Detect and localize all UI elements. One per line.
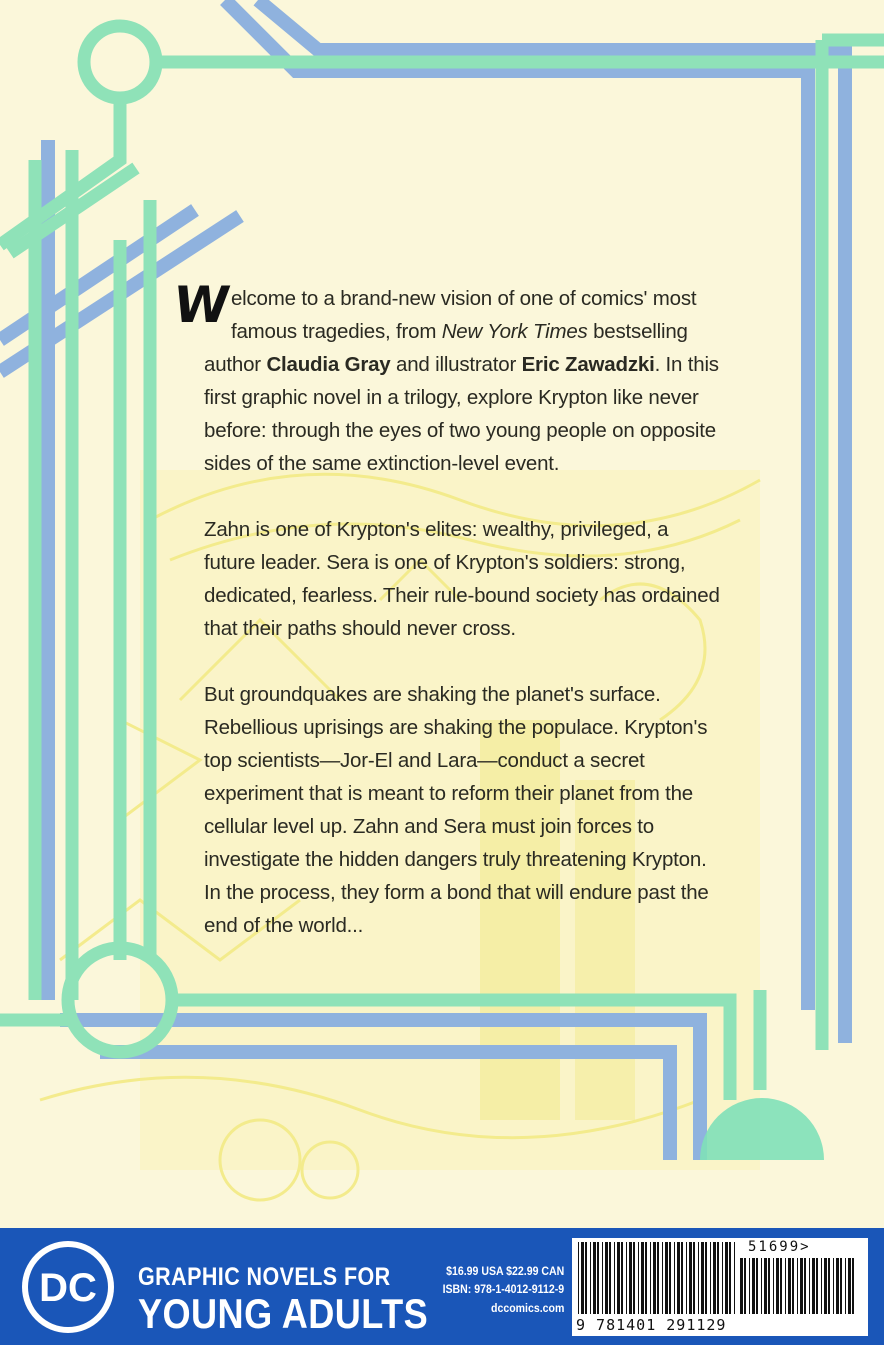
barcode-bar xyxy=(657,1242,659,1314)
barcode-bar xyxy=(710,1242,711,1314)
barcode-bar xyxy=(821,1258,822,1314)
barcode-addon-bars xyxy=(740,1258,858,1314)
isbn-text: ISBN: 978-1-4012-9112-9 xyxy=(442,1282,564,1296)
barcode-bar xyxy=(734,1242,735,1314)
publisher-footer xyxy=(0,1228,884,1345)
barcode-bar xyxy=(828,1258,830,1314)
barcode-bar xyxy=(705,1242,707,1314)
barcode-bar xyxy=(581,1242,584,1314)
barcode-bar xyxy=(816,1258,818,1314)
barcode-bar xyxy=(701,1242,704,1314)
blurb-paragraph-3: But groundquakes are shaking the planet's surface. Rebellious uprisings are shaking the populace. Krypton's top scientists—Jor-El and Lara—conduct a secret experiment that is meant to reform their planet from the cellular level up. Zahn and Sera must join forces to investigate the hidden dangers truly threatening Krypton. In the process, they form a bond that will endure past the end of the world... xyxy=(204,683,709,937)
barcode-bar xyxy=(578,1242,579,1314)
barcode-bar xyxy=(824,1258,827,1314)
barcode-bar xyxy=(650,1242,651,1314)
barcode-bar xyxy=(804,1258,806,1314)
barcode-bar xyxy=(669,1242,671,1314)
barcode-bar xyxy=(662,1242,663,1314)
barcode-bar xyxy=(797,1258,798,1314)
barcode-bar xyxy=(593,1242,596,1314)
website-text: dccomics.com xyxy=(490,1301,564,1315)
barcode-bar xyxy=(812,1258,815,1314)
barcode-bar xyxy=(641,1242,644,1314)
barcode-bar xyxy=(609,1242,611,1314)
price-text: $16.99 USA $22.99 CAN xyxy=(445,1264,564,1278)
barcode-bar xyxy=(776,1258,779,1314)
barcode-bar xyxy=(833,1258,834,1314)
blurb-paragraph-1: W elcome to a brand-new vision of one of comics' most famous tragedies, from New York Times bestselling author Claudia Gray and illustrator Eric Zawadzki. In this first graphic novel in a trilogy, explore Krypton like never before: through the eyes of two young people on opposite sides of the same extinction-level event. xyxy=(169,276,719,475)
barcode-bar xyxy=(756,1258,758,1314)
barcode-bar xyxy=(614,1242,615,1314)
barcode-bar xyxy=(840,1258,842,1314)
barcode-bar xyxy=(725,1242,728,1314)
barcode-bar xyxy=(617,1242,620,1314)
blurb-text xyxy=(169,276,724,975)
dc-logo-icon xyxy=(20,1239,116,1335)
barcode-bar xyxy=(752,1258,755,1314)
barcode xyxy=(572,1238,868,1336)
barcode-bar xyxy=(638,1242,639,1314)
barcode-bar xyxy=(693,1242,695,1314)
barcode-bar xyxy=(621,1242,623,1314)
barcode-bar xyxy=(848,1258,851,1314)
barcode-bar xyxy=(722,1242,723,1314)
barcode-bar xyxy=(605,1242,608,1314)
barcode-bar xyxy=(602,1242,603,1314)
barcode-bar xyxy=(744,1258,746,1314)
illustrator-name: Eric Zawadzki xyxy=(521,353,655,376)
barcode-number: 9 781401 291129 xyxy=(576,1316,727,1334)
barcode-bar xyxy=(764,1258,767,1314)
barcode-bar xyxy=(686,1242,687,1314)
barcode-bar xyxy=(761,1258,762,1314)
barcode-bar xyxy=(785,1258,786,1314)
svg-text:DC: DC xyxy=(39,1266,97,1310)
barcode-bar xyxy=(749,1258,750,1314)
barcode-bar xyxy=(768,1258,770,1314)
barcode-bar xyxy=(729,1242,731,1314)
imprint-line-1: GRAPHIC NOVELS FOR xyxy=(138,1263,391,1291)
barcode-bar xyxy=(689,1242,692,1314)
author-name: Claudia Gray xyxy=(266,353,391,376)
drop-cap: W xyxy=(169,276,234,334)
barcode-bar xyxy=(836,1258,839,1314)
barcode-bar xyxy=(590,1242,591,1314)
barcode-bar xyxy=(780,1258,782,1314)
imprint-line-2: YOUNG ADULTS xyxy=(138,1290,429,1337)
barcode-bar xyxy=(845,1258,846,1314)
barcode-bar xyxy=(677,1242,680,1314)
barcode-bar xyxy=(698,1242,699,1314)
blurb-paragraph-2: Zahn is one of Krypton's elites: wealthy, privileged, a future leader. Sera is one of Krypton's soldiers: strong, dedicated, fearless. Their rule-bound society has ordained that their paths should never cross. xyxy=(204,518,720,640)
barcode-bar xyxy=(809,1258,810,1314)
barcode-bar xyxy=(665,1242,668,1314)
barcode-bar xyxy=(645,1242,647,1314)
barcode-bar xyxy=(792,1258,794,1314)
barcode-bars xyxy=(578,1242,738,1314)
barcode-bar xyxy=(633,1242,635,1314)
barcode-addon-number: 51699> xyxy=(748,1239,811,1255)
barcode-bar xyxy=(717,1242,719,1314)
barcode-bar xyxy=(585,1242,587,1314)
barcode-bar xyxy=(713,1242,716,1314)
barcode-bar xyxy=(773,1258,774,1314)
publication-name: New York Times xyxy=(441,320,588,343)
barcode-bar xyxy=(597,1242,599,1314)
barcode-bar xyxy=(626,1242,627,1314)
barcode-bar xyxy=(629,1242,632,1314)
barcode-bar xyxy=(653,1242,656,1314)
barcode-bar xyxy=(674,1242,675,1314)
barcode-bar xyxy=(788,1258,791,1314)
barcode-bar xyxy=(800,1258,803,1314)
barcode-bar xyxy=(740,1258,743,1314)
barcode-bar xyxy=(852,1258,854,1314)
barcode-bar xyxy=(681,1242,683,1314)
